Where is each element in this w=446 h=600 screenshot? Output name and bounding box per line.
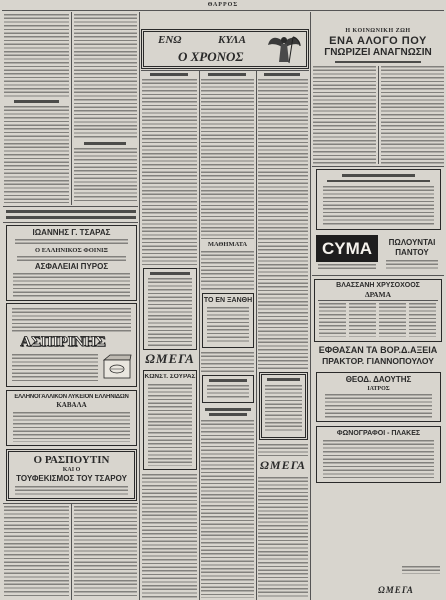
ad-title-line [267, 378, 300, 381]
omega-logo: ΩΜΕΓΑ [259, 459, 307, 472]
headline-line-2: ΓΝΩΡΙΖΕΙ ΑΝΑΓΝΩΣΙΝ [324, 48, 432, 58]
cyma-tagline-1: ΠΩΛΟΥΝΤΑΙ [388, 239, 436, 247]
rasputin-title: Ο ΡΑΣΠΟΥΤΙΝ [33, 455, 110, 466]
xanthi-agency-title: ΤΟ ΕΝ ΞΑΝΘΗ [203, 297, 253, 304]
lessons-subheading: ΜΑΘΗΜΑΤΑ [207, 242, 248, 248]
ad-text [323, 186, 434, 226]
ad-text [265, 385, 302, 433]
body-text-fragment [402, 566, 440, 574]
ad-text [15, 486, 128, 496]
lyceum-ad [6, 390, 137, 446]
aspirin-brand: ΑΣΠΙΡΙΝΗΣ [20, 335, 106, 350]
doctor-title: ΙΑΤΡΟΣ [367, 386, 390, 392]
body-text-column [4, 506, 69, 598]
column-rule [199, 71, 200, 600]
body-text-column [201, 251, 254, 290]
omega-logo: ΩΜΕΓΑ [378, 586, 414, 595]
subheading-line [264, 73, 300, 76]
classified-ad [259, 372, 308, 440]
body-text-column [258, 444, 308, 456]
ad-text [15, 239, 128, 246]
section-rule [312, 275, 444, 276]
ad-text [12, 308, 131, 334]
xanthi-agency-ad [202, 293, 254, 348]
body-text-column [74, 506, 137, 598]
ad-title-line [327, 180, 430, 182]
section-rule [312, 166, 444, 167]
ad-text [207, 385, 249, 400]
souras-ad [143, 370, 197, 470]
column-rule [256, 71, 257, 600]
body-text-column [4, 106, 69, 203]
omega-logo: ΩΜΕΓΑ [145, 352, 195, 366]
article-headline-line [209, 413, 247, 416]
body-text-column [258, 79, 308, 369]
ad-text [386, 260, 438, 270]
ad-title-line [209, 379, 247, 382]
feature-header-word-1: ΕΝΩ [158, 34, 182, 46]
body-text-column [74, 14, 137, 140]
feature-header [141, 29, 309, 69]
banner-rule [3, 206, 138, 207]
body-text-column [201, 420, 254, 598]
father-time-figure-icon [266, 33, 302, 65]
ad-text [379, 303, 406, 337]
ad-text [12, 354, 98, 382]
ad-text [17, 256, 126, 261]
body-text-column [313, 66, 376, 164]
ad-text [319, 303, 346, 337]
ad-text [148, 278, 192, 346]
classified-ad [202, 375, 254, 403]
lyceum-city: ΚΑΒΑΛΑ [56, 402, 87, 409]
ad-text [13, 273, 130, 297]
rasputin-ad [6, 449, 137, 501]
ad-text [325, 394, 432, 418]
subheading-line [150, 73, 188, 76]
classified-ad [143, 268, 197, 350]
top-rule [2, 10, 444, 11]
subheading-line [208, 73, 246, 76]
jeweller-ad [314, 279, 442, 342]
article-headline-line [205, 408, 251, 411]
section-rule [141, 70, 309, 71]
jeweller-name: ΒΛΑΣΣΑΝΗ ΧΡΥΣΟΧΟΟΣ [336, 282, 420, 289]
rasputin-connector: ΚΑΙ Ο [62, 467, 81, 473]
ad-text [323, 440, 434, 478]
notice-ad [316, 169, 441, 230]
cyma-tagline-2: ΠΑΝΤΟΥ [395, 249, 429, 257]
doctor-ad [316, 372, 441, 422]
body-text-column [201, 352, 254, 372]
ad-rule [318, 300, 438, 301]
ad-text [409, 303, 436, 337]
ad-title-line [342, 174, 415, 177]
body-text-column [4, 14, 69, 98]
cyma-logo: CYMA [316, 235, 378, 262]
agency-ad-line-1: ΕΦΘΑΣΑΝ ΤΑ ΒΟΡ.Δ.ΑΞΕΙΑ [318, 346, 438, 355]
body-text-column [142, 474, 197, 598]
column-rule [310, 12, 311, 600]
subheading-line [84, 142, 126, 145]
headline-line-1: ΕΝΑ ΑΛΟΓΟ ΠΟΥ [329, 36, 427, 47]
insurance-company: Ο ΕΛΛΗΝΙΚΟΣ ΦΟΙΝΙΞ [35, 248, 108, 254]
subheading-line [335, 61, 421, 63]
body-text-column [74, 148, 137, 203]
column-rule [71, 12, 72, 205]
insurance-agent-name: ΙΩΑΝΝΗΣ Γ. ΤΣΑΡΑΣ [32, 229, 111, 237]
banner-line [6, 210, 136, 213]
ad-text [207, 307, 249, 344]
phonograph-ad [316, 426, 441, 483]
body-text-column [142, 79, 197, 265]
masthead: ΘΑΡΡΟΣ [207, 2, 239, 8]
subheading-line [14, 100, 59, 103]
feature-header-word-2: ΚΥΛΑ [218, 34, 246, 46]
aspirin-ad [6, 303, 137, 387]
phonograph-title: ΦΩΝΟΓΡΑΦΟΙ - ΠΛΑΚΕΣ [336, 430, 421, 437]
ad-text [148, 384, 192, 466]
body-text-column [201, 79, 254, 239]
body-text-column [258, 477, 308, 598]
lyceum-name: ΕΛΛΗΝΟΓΑΛΛΙΚΟΝ ΛΥΚΕΙΟΝ ΕΛΛΗΝΙΔΩΝ [14, 394, 129, 400]
rasputin-subtitle: ΤΟΥΦΕΚΙΣΜΟΣ ΤΟΥ ΤΣΑΡΟΥ [16, 475, 127, 483]
souras-name: ΚΩΝΣΤ. ΣΟΥΡΑΣ [144, 374, 196, 380]
ad-text [13, 412, 130, 442]
column-rule [378, 66, 379, 164]
banner-rule [3, 222, 138, 223]
insurance-heading: ΑΣΦΑΛΕΙΑΙ ΠΥΡΟΣ [34, 263, 109, 271]
body-text-column [381, 66, 444, 164]
ad-text [318, 264, 376, 270]
insurance-ad [6, 225, 137, 301]
column-rule [71, 504, 72, 600]
column-rule [139, 12, 140, 600]
banner-line [6, 216, 136, 219]
feature-header-title: Ο ΧΡΟΝΟΣ [178, 49, 244, 64]
ad-text [349, 303, 376, 337]
aspirin-box-icon [102, 352, 132, 382]
doctor-name: ΘΕΟΔ. ΔΑΟΥΤΗΣ [345, 376, 412, 384]
section-kicker: Η ΚΟΙΝΩΝΙΚΗ ΖΩΗ [345, 28, 411, 34]
jeweller-city: ΔΡΑΜΑ [364, 291, 392, 299]
ad-title-line [150, 272, 190, 275]
agency-ad-line-2: ΠΡΑΚΤΟΡ. ΓΙΑΝΝΟΠΟΥΛΟΥ [322, 357, 434, 366]
